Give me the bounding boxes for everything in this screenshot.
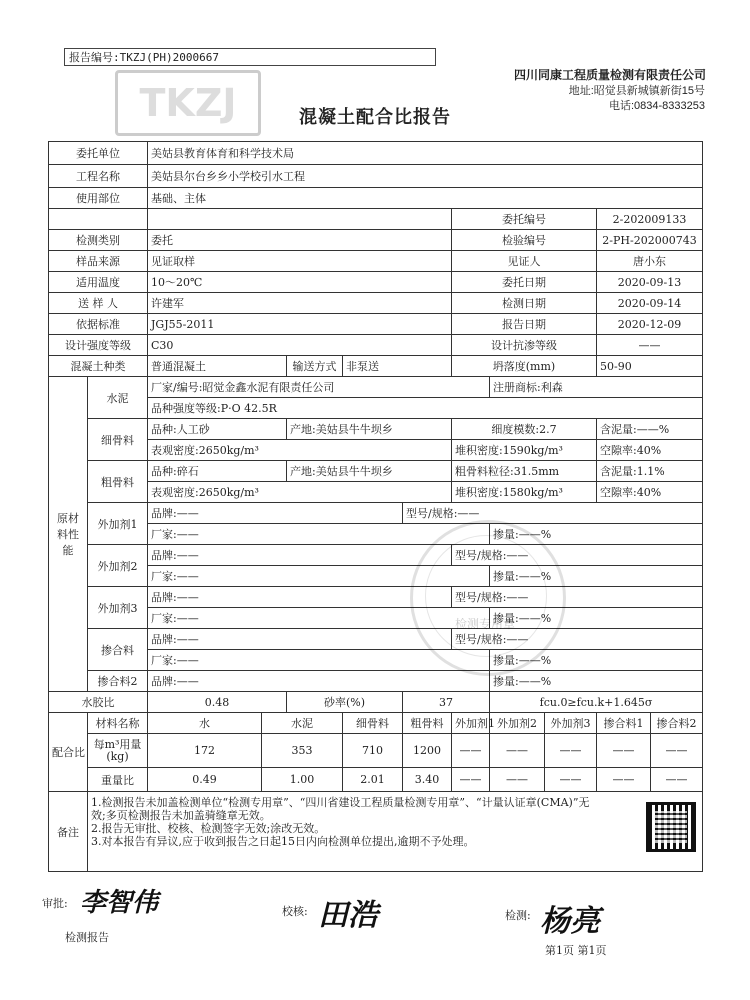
kind-value: 普通混凝土 xyxy=(148,356,287,377)
ratio-header: 水 xyxy=(148,713,262,734)
test-type-value: 委托 xyxy=(148,230,452,251)
fine-void: 空隙率:40% xyxy=(597,440,703,461)
ratio-header: 水泥 xyxy=(262,713,343,734)
basis-label: 依据标准 xyxy=(49,314,148,335)
admixture3-dosage: 掺量:——% xyxy=(490,608,703,629)
check-label: 校核: xyxy=(282,905,308,918)
slump-value: 50-90 xyxy=(597,356,703,377)
task-no-label xyxy=(49,209,148,230)
per-m3-value: —— xyxy=(651,734,703,768)
weight-ratio-label: 重量比 xyxy=(88,768,148,792)
per-m3-value: —— xyxy=(597,734,651,768)
weight-ratio-value: —— xyxy=(597,768,651,792)
ratio-header: 粗骨料 xyxy=(403,713,452,734)
note-line: 3.对本报告有异议,应于收到报告之日起15日内向检测单位提出,逾期不予处理。 xyxy=(91,835,475,848)
test-date-value: 2020-09-14 xyxy=(597,293,703,314)
ratio-header: 细骨料 xyxy=(343,713,403,734)
entrust-date-value: 2020-09-13 xyxy=(597,272,703,293)
per-m3-value: 1200 xyxy=(403,734,452,768)
seal-stamp-inner xyxy=(425,535,547,657)
entrust-date-label: 委托日期 xyxy=(452,272,597,293)
temp-value: 10～20℃ xyxy=(148,272,452,293)
weight-ratio-value: —— xyxy=(452,768,490,792)
ratio-header: 外加剂3 xyxy=(545,713,597,734)
department-label: 检测报告 xyxy=(65,931,109,944)
report-table xyxy=(48,141,703,872)
fine-label: 细骨料 xyxy=(88,419,148,461)
page-title: 混凝土配合比报告 xyxy=(299,107,451,128)
sand-ratio-value: 37 xyxy=(403,692,490,713)
admixture3-label: 外加剂3 xyxy=(88,587,148,629)
witness-label: 见证人 xyxy=(452,251,597,272)
note-line: 1.检测报告未加盖检测单位“检测专用章”、“四川省建设工程质量检测专用章”、“计量认证章(CMA)”无效;多页检测报告未加盖骑缝章无效。 xyxy=(91,796,590,822)
check-signature: 田浩 xyxy=(318,898,378,933)
per-m3-value: —— xyxy=(452,734,490,768)
impermeability-value: —— xyxy=(597,335,703,356)
note-line: 2.报告无审批、校核、检测签字无效;涂改无效。 xyxy=(91,822,326,835)
notes-content xyxy=(88,792,703,872)
per-m3-value: 353 xyxy=(262,734,343,768)
ratio-header: 外加剂2 xyxy=(490,713,545,734)
wc-label: 水胶比 xyxy=(49,692,148,713)
mineral1-dosage: 掺量:——% xyxy=(490,650,703,671)
mineral2-brand-maker: 品牌:—— xyxy=(148,671,490,692)
company-name: 四川同康工程质量检测有限责任公司 xyxy=(513,68,706,82)
test-no-label: 检验编号 xyxy=(452,230,597,251)
weight-ratio-value: —— xyxy=(651,768,703,792)
impermeability-label: 设计抗渗等级 xyxy=(452,335,597,356)
approve-signature: 李智伟 xyxy=(80,888,159,918)
task-no-label-cell: 委托编号 xyxy=(452,209,597,230)
per-m3-label: 每m³用量(kg) xyxy=(88,734,148,768)
admixture2-model: 型号/规格:—— xyxy=(452,545,703,566)
ratio-header: 掺合料2 xyxy=(651,713,703,734)
admixture2-maker: 厂家:—— xyxy=(148,566,490,587)
mineral1-label: 掺合料 xyxy=(88,629,148,671)
client-value: 美姑县教育体育和科学技术局 xyxy=(148,142,703,165)
part-value: 基础、主体 xyxy=(148,188,703,209)
grade-label: 设计强度等级 xyxy=(49,335,148,356)
admixture1-maker: 厂家:—— xyxy=(148,524,490,545)
coarse-size: 粗骨料粒径:31.5mm xyxy=(452,461,597,482)
witness-value: 唐小东 xyxy=(597,251,703,272)
kind-label: 混凝土种类 xyxy=(49,356,148,377)
admixture3-model: 型号/规格:—— xyxy=(452,587,703,608)
source-label: 样品来源 xyxy=(49,251,148,272)
ratio-header: 掺合料1 xyxy=(597,713,651,734)
company-phone: 电话:0834-8333253 xyxy=(608,100,705,112)
mineral2-dosage: 掺量:——% xyxy=(490,671,703,692)
admixture3-brand: 品牌:—— xyxy=(148,587,452,608)
per-m3-value: 710 xyxy=(343,734,403,768)
report-date-label: 报告日期 xyxy=(452,314,597,335)
wc-value: 0.48 xyxy=(148,692,287,713)
weight-ratio-value: —— xyxy=(490,768,545,792)
admixture1-label: 外加剂1 xyxy=(88,503,148,545)
fine-modulus: 细度模数:2.7 xyxy=(452,419,597,440)
report-number: 报告编号:TKZJ(PH)2000667 xyxy=(64,48,436,66)
coarse-void: 空隙率:40% xyxy=(597,482,703,503)
company-address: 地址:昭觉县新城镇新街15号 xyxy=(568,85,705,97)
task-no-blank xyxy=(148,209,452,230)
weight-ratio-value: 3.40 xyxy=(403,768,452,792)
company-logo-watermark: TKZJ xyxy=(115,70,261,136)
coarse-label: 粗骨料 xyxy=(88,461,148,503)
ratio-group-label: 配合比 xyxy=(49,713,88,792)
cement-maker: 厂家/编号:昭觉金鑫水泥有限责任公司 xyxy=(148,377,490,398)
coarse-origin: 产地:美姑县牛牛坝乡 xyxy=(287,461,452,482)
transport-label: 输送方式 xyxy=(287,356,343,377)
coarse-mud: 含泥量:1.1% xyxy=(597,461,703,482)
notes-label: 备注 xyxy=(49,792,88,872)
admixture1-model: 型号/规格:—— xyxy=(403,503,703,524)
grade-value: C30 xyxy=(148,335,452,356)
mineral1-brand: 品牌:—— xyxy=(148,629,452,650)
transport-value: 非泵送 xyxy=(343,356,452,377)
test-signature: 杨亮 xyxy=(540,904,600,939)
per-m3-value: —— xyxy=(490,734,545,768)
admixture1-dosage: 掺量:——% xyxy=(490,524,703,545)
fine-bulk: 堆积密度:1590kg/m³ xyxy=(452,440,597,461)
mineral1-model: 型号/规格:—— xyxy=(452,629,703,650)
sand-ratio-label: 砂率(%) xyxy=(287,692,403,713)
test-date-label: 检测日期 xyxy=(452,293,597,314)
admixture1-brand: 品牌:—— xyxy=(148,503,403,524)
coarse-bulk: 堆积密度:1580kg/m³ xyxy=(452,482,597,503)
source-value: 见证取样 xyxy=(148,251,452,272)
slump-label: 坍落度(mm) xyxy=(452,356,597,377)
mineral1-maker: 厂家:—— xyxy=(148,650,490,671)
cement-grade: 品种强度等级:P·O 42.5R xyxy=(148,398,703,419)
admixture2-brand: 品牌:—— xyxy=(148,545,452,566)
basis-value: JGJ55-2011 xyxy=(148,314,452,335)
fine-density: 表观密度:2650kg/m³ xyxy=(148,440,452,461)
sender-value: 许建军 xyxy=(148,293,452,314)
admixture2-dosage: 掺量:——% xyxy=(490,566,703,587)
fine-origin: 产地:美姑县牛牛坝乡 xyxy=(287,419,452,440)
fine-kind: 品种:人工砂 xyxy=(148,419,287,440)
strength-formula: fcu.0≥fcu.k+1.645σ xyxy=(490,692,703,713)
part-label: 使用部位 xyxy=(49,188,148,209)
approve-label: 审批: xyxy=(42,897,68,910)
per-m3-value: 172 xyxy=(148,734,262,768)
admixture2-label: 外加剂2 xyxy=(88,545,148,587)
weight-ratio-value: 0.49 xyxy=(148,768,262,792)
seal-stamp-text: 检测专用章 xyxy=(454,617,515,631)
task-no-value: 2-202009133 xyxy=(597,209,703,230)
test-no-value: 2-PH-202000743 xyxy=(597,230,703,251)
materials-group-label: 原材料性能 xyxy=(49,377,88,692)
coarse-kind: 品种:碎石 xyxy=(148,461,287,482)
project-value: 美姑县尔台乡乡小学校引水工程 xyxy=(148,165,703,188)
coarse-density: 表观密度:2650kg/m³ xyxy=(148,482,452,503)
test-type-label: 检测类别 xyxy=(49,230,148,251)
cement-label: 水泥 xyxy=(88,377,148,419)
client-label: 委托单位 xyxy=(49,142,148,165)
temp-label: 适用温度 xyxy=(49,272,148,293)
sender-label: 送 样 人 xyxy=(49,293,148,314)
weight-ratio-value: 1.00 xyxy=(262,768,343,792)
weight-ratio-value: —— xyxy=(545,768,597,792)
report-date-value: 2020-12-09 xyxy=(597,314,703,335)
material-name-label: 材料名称 xyxy=(88,713,148,734)
fine-mud: 含泥量:——% xyxy=(597,419,703,440)
ratio-header: 外加剂1 xyxy=(452,713,490,734)
project-label: 工程名称 xyxy=(49,165,148,188)
test-label: 检测: xyxy=(505,909,531,922)
weight-ratio-value: 2.01 xyxy=(343,768,403,792)
mineral2-label: 掺合料2 xyxy=(88,671,148,692)
per-m3-value: —— xyxy=(545,734,597,768)
page-number: 第1页 第1页 xyxy=(545,944,607,957)
cement-brand: 注册商标:利森 xyxy=(490,377,703,398)
qr-code-icon xyxy=(646,802,696,852)
admixture3-maker: 厂家:—— xyxy=(148,608,490,629)
